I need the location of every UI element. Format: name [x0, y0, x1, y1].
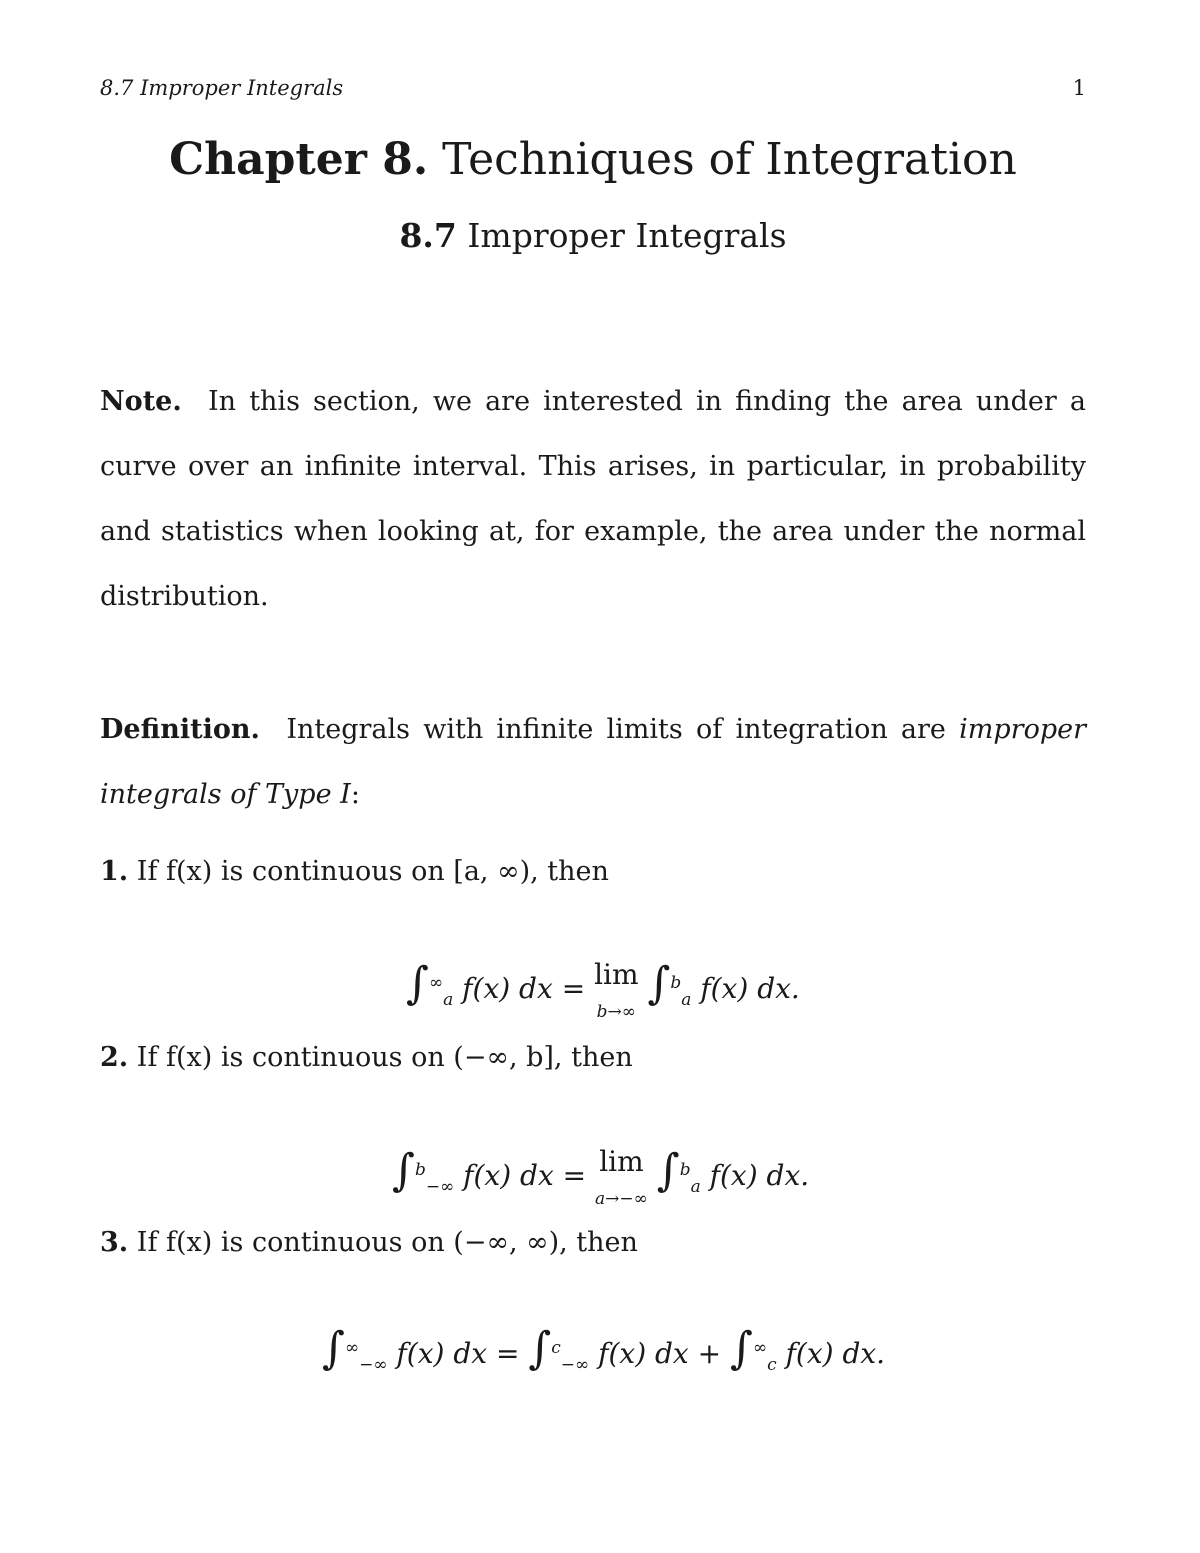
upper-limit: ∞ [752, 1337, 768, 1358]
equals-sign: = [562, 1159, 587, 1192]
integral-sign: ∫ [322, 1323, 345, 1374]
upper-limit: ∞ [428, 972, 444, 993]
section-heading [0, 216, 1186, 255]
plus-sign: + [697, 1337, 722, 1370]
equation-1 [406, 958, 800, 1024]
lower-limit: c [767, 1354, 777, 1375]
upper-limit: c [551, 1337, 561, 1358]
item-text: If f(x) is continuous on (−∞, b], then [136, 1042, 633, 1073]
integrand: f(x) dx. [700, 972, 800, 1005]
integrand: f(x) dx [396, 1337, 488, 1370]
upper-limit: b [679, 1159, 691, 1180]
upper-limit: ∞ [344, 1337, 360, 1358]
equation-3 [322, 1323, 885, 1375]
integrand: f(x) dx [598, 1337, 689, 1370]
running-title: 8.7 Improper Integrals [100, 76, 344, 100]
definition-end: : [350, 779, 360, 810]
definition-text: Integrals with infinite limits of integration are [286, 714, 946, 745]
list-item [100, 1042, 633, 1073]
integral-sign: ∫ [392, 1145, 415, 1196]
definition-label: Definition. [100, 714, 260, 745]
integral-sign: ∫ [647, 958, 671, 1009]
equals-sign: = [495, 1337, 520, 1370]
equation-2 [392, 1145, 809, 1211]
item-number: 1. [100, 856, 129, 887]
limit-subscript: a→−∞ [595, 1189, 648, 1209]
section-title: Improper Integrals [467, 216, 787, 255]
section-number: 8.7 [399, 216, 457, 255]
lower-limit: −∞ [359, 1354, 388, 1375]
note-label: Note. [100, 386, 182, 417]
integral-sign: ∫ [406, 958, 429, 1009]
definition-paragraph [100, 697, 1086, 827]
chapter-title: Techniques of Integration [442, 134, 1017, 185]
chapter-label: Chapter 8. [169, 134, 429, 185]
lower-limit: −∞ [560, 1354, 590, 1375]
upper-limit: b [670, 972, 682, 993]
item-number: 3. [100, 1227, 129, 1258]
equals-sign: = [561, 972, 586, 1005]
item-number: 2. [100, 1042, 129, 1073]
integral-sign: ∫ [730, 1323, 753, 1374]
chapter-heading [0, 134, 1186, 185]
limit-subscript: b→∞ [596, 1002, 636, 1022]
integral-sign: ∫ [528, 1323, 552, 1374]
limit [594, 958, 638, 1024]
list-item [100, 1227, 638, 1258]
limit-word: lim [594, 958, 639, 991]
integrand: f(x) dx [463, 1159, 554, 1192]
note-paragraph [100, 369, 1086, 629]
upper-limit: b [414, 1159, 426, 1180]
page-number: 1 [1072, 76, 1086, 100]
item-text: If f(x) is continuous on (−∞, ∞), then [136, 1227, 638, 1258]
list-item [100, 856, 609, 887]
lower-limit: a [681, 989, 692, 1010]
lower-limit: a [690, 1176, 701, 1197]
integrand: f(x) dx [462, 972, 553, 1005]
integral-sign: ∫ [656, 1145, 680, 1196]
limit-word: lim [599, 1145, 644, 1178]
definition-term: improper integrals of Type I [100, 714, 1087, 810]
lower-limit: a [443, 989, 454, 1010]
integrand: f(x) dx. [785, 1337, 886, 1370]
integrand: f(x) dx. [709, 1159, 810, 1192]
lower-limit: −∞ [425, 1176, 455, 1197]
note-text: In this section, we are interested in finding the area under a curve over an infinite interval. This arises, in particular, in probability and statistics when looking at, for example, the area under the normal distribution. [100, 386, 1087, 612]
item-text: If f(x) is continuous on [a, ∞), then [136, 856, 609, 887]
limit [595, 1145, 648, 1211]
